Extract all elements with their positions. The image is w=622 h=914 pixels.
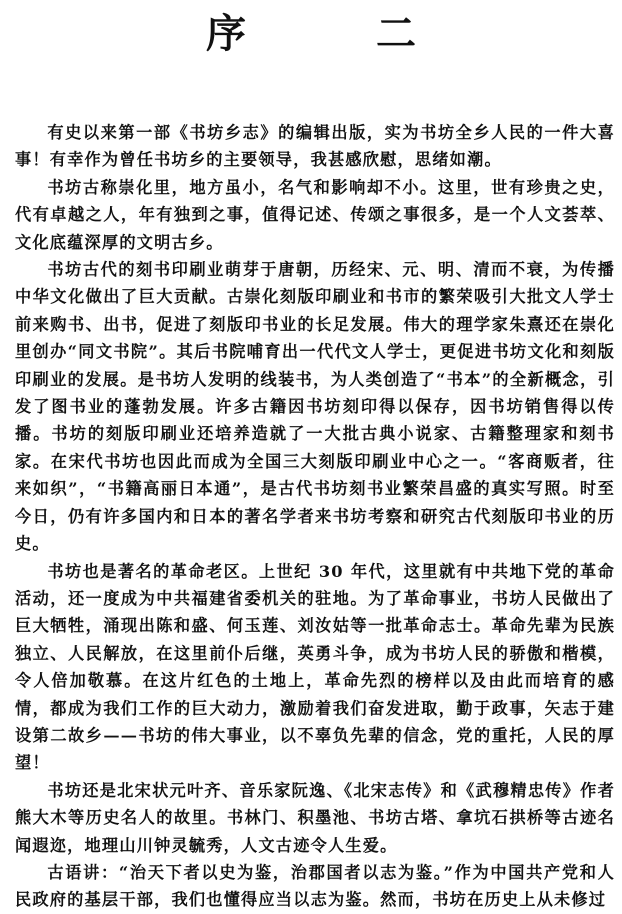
paragraph-6: 古语讲：“治天下者以史为鉴，治郡国者以志为鉴。”作为中国共产党和人民政府的基层干部，我们也懂得应当以志为鉴。然而，书坊在历史上从未修过 — [15, 862, 615, 910]
paragraph-4: 书坊也是著名的革命老区。上世纪 30 年代，这里就有中共地下党的革命活动，还一度成为中共福建省委机关的驻地。为了革命事业，书坊人民做出了巨大牺牲，涌现出陈和盛、何玉莲、刘汝姑等一批革命志士。革命先辈为民族独立、人民解放，在这里前仆后继，英勇斗争，成为书坊人民的骄傲和楷模，令人倍加敬慕。在这片红色的土地上，革命先烈的榜样以及由此而培育的感情，都成为我们工作的巨大动力，激励着我们奋发进取，勤于政事，矢志于建设第二故乡——书坊的伟大事业，以不辜负先辈的信念，党的重托，人民的厚望！ — [15, 561, 615, 773]
paragraph-5: 书坊还是北宋状元叶齐、音乐家阮逸、《北宋志传》和《武穆精忠传》作者熊大木等历史名人的故里。书林门、积墨池、书坊古塔、拿坑石拱桥等古迹名闻遐迩，地理山川钟灵毓秀，人文古迹令人生爱。 — [15, 780, 615, 855]
page-title: 序 二 — [206, 10, 474, 57]
paragraph-2: 书坊古称崇化里，地方虽小，名气和影响却不小。这里，世有珍贵之史，代有卓越之人，年有独到之事，值得记述、传颂之事很多，是一个人文荟萃、文化底蕴深厚的文明古乡。 — [15, 177, 615, 252]
paragraph-1: 有史以来第一部《书坊乡志》的编辑出版，实为书坊全乡人民的一件大喜事！有幸作为曾任书坊乡的主要领导，我甚感欣慰，思绪如潮。 — [15, 123, 615, 170]
document-body — [15, 119, 615, 914]
paragraph-3: 书坊古代的刻书印刷业萌芽于唐朝，历经宋、元、明、清而不衰，为传播中华文化做出了巨大贡献。古崇化刻版印刷业和书市的繁荣吸引大批文人学士前来购书、出书，促进了刻版印书业的长足发展。伟大的理学家朱熹还在崇化里创办“同文书院”。其后书院哺育出一代代文人学士，更促进书坊文化和刻版印刷业的发展。是书坊人发明的线装书，为人类创造了“书本”的全新概念，引发了图书业的蓬勃发展。许多古籍因书坊刻印得以保存，因书坊销售得以传播。书坊的刻版印刷业还培养造就了一大批古典小说家、古籍整理家和刻书家。在宋代书坊也因此而成为全国三大刻版印刷业中心之一。“客商贩者，往来如织”，“书籍高丽日本通”，是古代书坊刻书业繁荣昌盛的真实写照。时至今日，仍有许多国内和日本的著名学者来书坊考察和研究古代刻版印书业的历史。 — [15, 260, 615, 554]
